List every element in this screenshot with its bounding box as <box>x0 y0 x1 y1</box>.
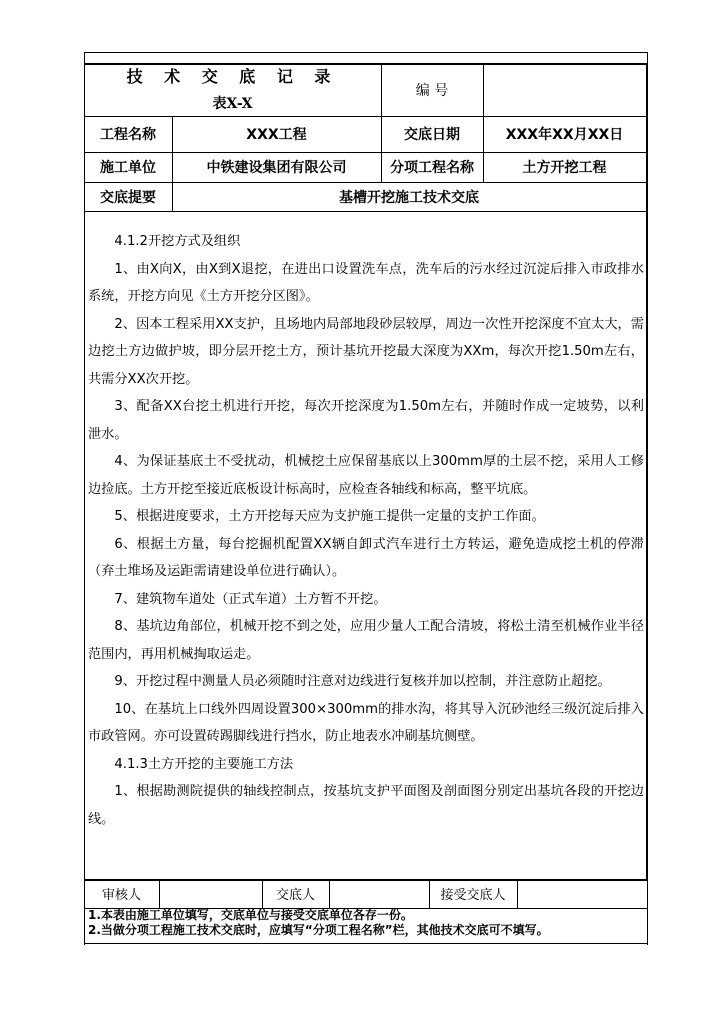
receiver-label: 接受交底人 <box>440 888 506 903</box>
paragraph: 6、根据土方量，每台挖掘机配置XX辆自卸式汽车进行土方转运，避免造成挖土机的停滞（弃土堆场及运距需请建设单位进行确认）。 <box>88 536 644 579</box>
note-2: 2.当做分项工程施工技术交底时，应填写“分项工程名称”栏，其他技术交底可不填写。 <box>88 923 549 937</box>
paragraph: 1、由X向X，由X到X退挖，在进出口设置洗车点，洗车后的污水经过沉淀后排入市政排水系统，开挖方向见《土方开挖分区图》。 <box>88 261 644 304</box>
paragraph: 9、开挖过程中测量人员必须随时注意对边线进行复核并加以控制，并注意防止超挖。 <box>114 674 611 689</box>
paragraph: 7、建筑物车道处（正式车道）土方暂不开挖。 <box>114 591 387 607</box>
paragraph: 8、基坑边角部位，机械开挖不到之处，应用少量人工配合清坡，将松土清至机械作业半径范围内，再用机械掏取运走。 <box>88 619 644 662</box>
reviewer-label: 审核人 <box>101 888 141 903</box>
form-title: 技 术 交 底 记 录 <box>126 66 339 86</box>
paragraph: 1、根据勘测院提供的轴线控制点，按基坑支护平面图及剖面图分别定出基坑各段的开挖边线。 <box>88 784 644 827</box>
paragraph: 10、在基坑上口线外四周设置300×300mm的排水沟，将其导入沉砂池经三级沉淀后排入市政管网。亦可设置砖踢脚线进行挡水，防止地表水冲刷基坑侧壁。 <box>88 701 644 744</box>
number-label: 编 号 <box>415 82 449 99</box>
date-value[interactable]: XXX年XX月XX日 <box>505 127 624 143</box>
rule <box>84 943 647 944</box>
section-heading: 4.1.3土方开挖的主要施工方法 <box>114 756 294 772</box>
discloser-label: 交底人 <box>275 888 315 903</box>
project-name-label: 工程名称 <box>100 127 156 143</box>
discloser-field[interactable] <box>329 879 429 908</box>
disclosure-content <box>88 228 644 833</box>
receiver-field[interactable] <box>517 879 646 908</box>
summary-value[interactable]: 基槽开挖施工技术交底 <box>339 189 479 206</box>
unit-label: 施工单位 <box>100 160 156 176</box>
sub-project-value[interactable]: 土方开挖工程 <box>522 160 607 176</box>
paragraph: 2、因本工程采用XX支护，且场地内局部地段砂层较厚，周边一次性开挖深度不宜太大，需边挖土方边做护坡，即分层开挖土方，预计基坑开挖最大深度为XXm，每次开挖1.50m左右，共需分XX次开挖。 <box>88 316 644 387</box>
section-heading: 4.1.2开挖方式及组织 <box>114 234 241 249</box>
note-1: 1.本表由施工单位填写，交底单位与接受交底单位各存一份。 <box>88 908 413 922</box>
paragraph: 5、根据进度要求，土方开挖每天应为支护施工提供一定量的支护工作面。 <box>114 509 545 524</box>
form-notes <box>88 908 644 938</box>
summary-label: 交底提要 <box>100 189 156 206</box>
paragraph: 3、配备XX台挖土机进行开挖，每次开挖深度为1.50m左右，并随时作成一定坡势，以利泄水。 <box>88 399 644 442</box>
reviewer-field[interactable] <box>159 879 262 908</box>
form-number: 表X-X <box>212 96 253 112</box>
number-value[interactable] <box>483 63 646 116</box>
rule <box>84 211 647 212</box>
unit-value[interactable]: 中铁建设集团有限公司 <box>206 160 347 176</box>
sub-project-label: 分项工程名称 <box>390 160 474 176</box>
rule <box>646 63 648 879</box>
project-name-value[interactable]: XXX工程 <box>246 127 307 143</box>
date-label: 交底日期 <box>404 127 460 143</box>
paragraph: 4、为保证基底土不受扰动，机械挖土应保留基底以上300mm厚的土层不挖，采用人工修边捡底。土方开挖至接近底板设计标高时，应检查各轴线和标高，整平坑底。 <box>88 454 644 497</box>
